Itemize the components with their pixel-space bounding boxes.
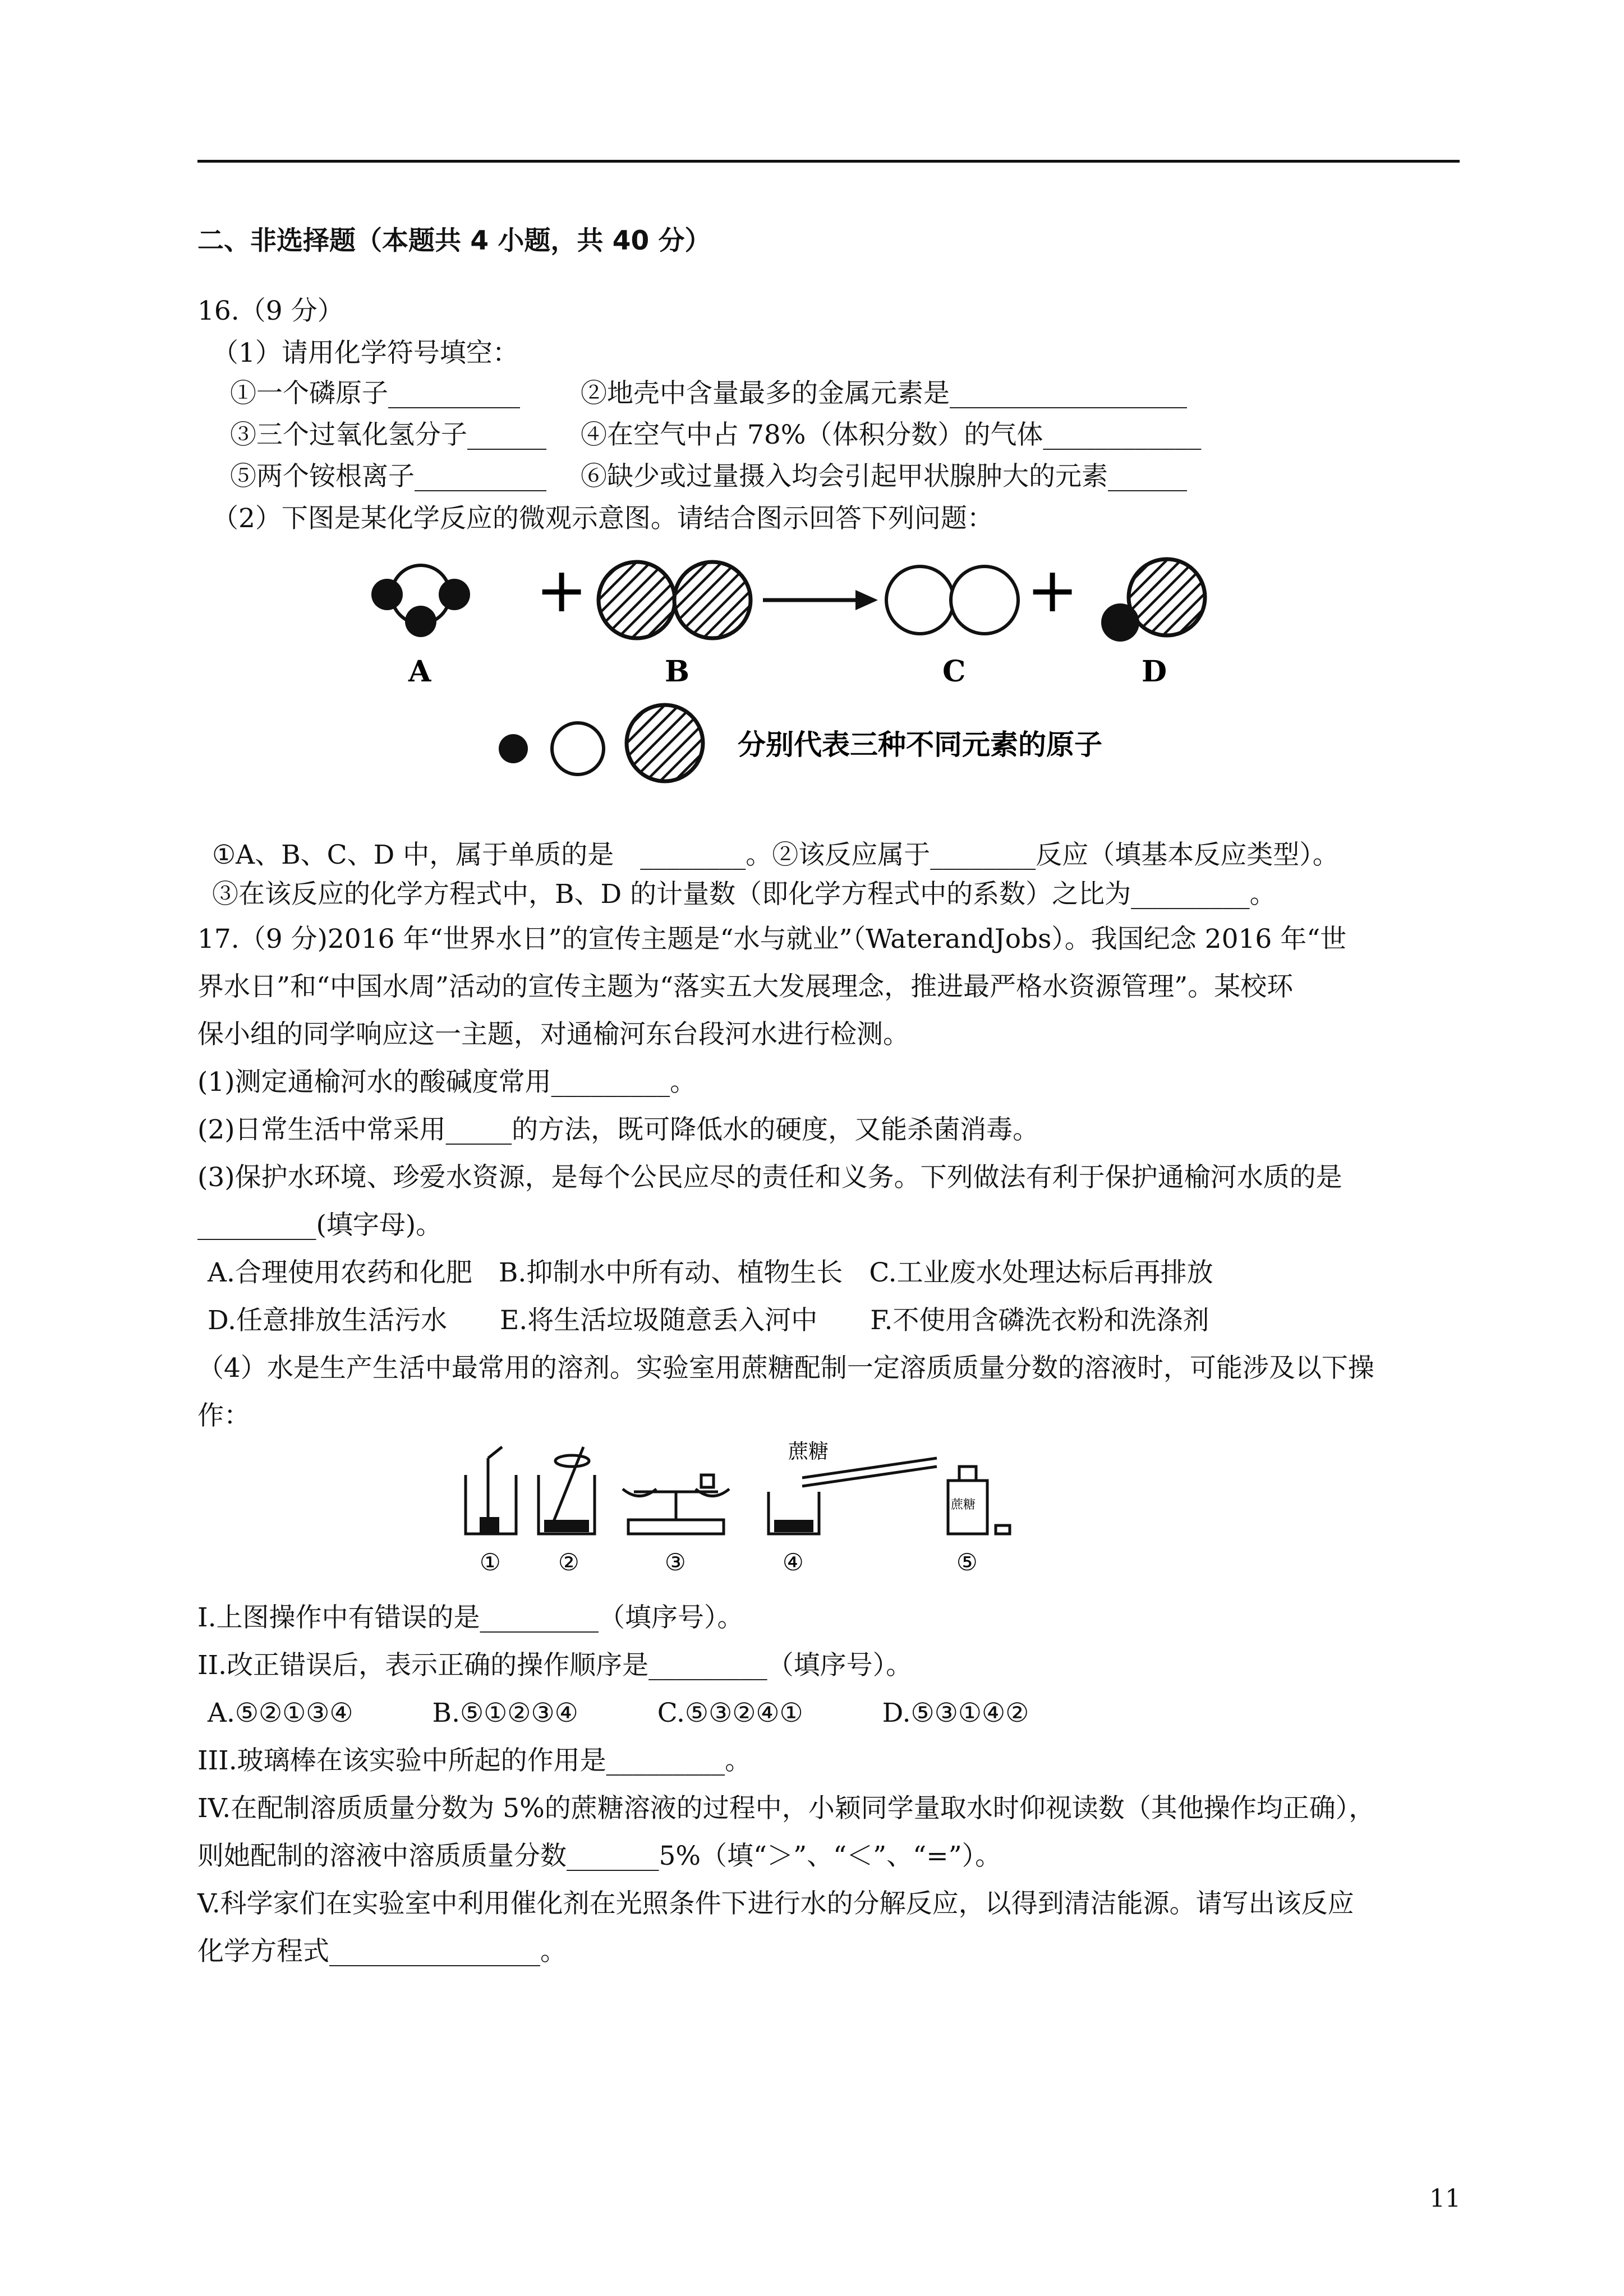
q17-item-i: I.上图操作中有错误的是_________（填序号）。 <box>197 1602 744 1633</box>
q17-part-1: (1)测定通榆河水的酸碱度常用_________。 <box>197 1067 697 1098</box>
reaction-diagram <box>370 555 1223 802</box>
q16-part1-intro: （1）请用化学符号填空： <box>212 338 519 368</box>
header-rule <box>197 160 1460 163</box>
reaction-arrow <box>763 590 878 610</box>
label-c: C <box>942 654 966 689</box>
legend-text: 分别代表三种不同元素的原子 <box>738 729 1102 761</box>
q17-item-ii-options: A.⑤②①③④ B.⑤①②③④ C.⑤③②④① D.⑤③①④② <box>208 1698 1029 1728</box>
section-title: 二、非选择题（本题共 4 小题，共 40 分） <box>197 225 711 256</box>
q17-part-3b: _________(填字母)。 <box>197 1210 443 1241</box>
q16-sub-3: ③在该反应的化学方程式中，B、D 的计量数（即化学方程式中的系数）之比为_________。 <box>212 879 1276 910</box>
q16-sub-1: ①A、B、C、D 中，属于单质的是 ________。②该反应属于________反应（填基本反应类型）。 <box>212 840 1339 870</box>
q17-part-4a: （4）水是生产生活中最常用的溶剂。实验室用蔗糖配制一定溶质质量分数的溶液时，可能涉及以下操 <box>197 1353 1374 1384</box>
q16-blank-3: ③三个过氧化氢分子______ <box>230 419 546 450</box>
step-label-5: ⑤ <box>956 1548 978 1576</box>
legend <box>499 705 1102 781</box>
q17-item-iv-2: 则她配制的溶液中溶质质量分数_______5%（填“＞”、“＜”、“=”）。 <box>197 1841 1002 1871</box>
q17-item-iv-1: IV.在配制溶质质量分数为 5%的蔗糖溶液的过程中，小颖同学量取水时仰视读数（其他操作均正确）， <box>197 1793 1375 1824</box>
bottle-label: 蔗糖 <box>951 1498 976 1512</box>
q16-blank-5: ⑤两个铵根离子__________ <box>230 461 546 492</box>
q17-part-2: (2)日常生活中常采用_____的方法，既可降低水的硬度，又能杀菌消毒。 <box>197 1114 1039 1145</box>
q16-blank-1: ①一个磷原子__________ <box>230 378 520 409</box>
molecule-c <box>886 566 1018 634</box>
q17-options-2: D.任意排放生活污水 E.将生活垃圾随意丢入河中 F.不使用含磷洗衣粉和洗涤剂 <box>208 1305 1209 1336</box>
step-label-4: ④ <box>783 1548 804 1576</box>
plus-sign-2: + <box>1027 555 1079 626</box>
plus-sign-1: + <box>536 555 588 626</box>
page-number: 11 <box>1429 2184 1461 2213</box>
q17-intro-2: 界水日”和“中国水周”活动的宣传主题为“落实五大发展理念，推进最严格水资源管理”。某校环 <box>197 971 1294 1002</box>
q16-blank-6: ⑥缺少或过量摄入均会引起甲状腺肿大的元素______ <box>581 461 1187 492</box>
label-a: A <box>408 654 431 689</box>
q17-item-ii: II.改正错误后，表示正确的操作顺序是_________（填序号）。 <box>197 1650 913 1681</box>
step-label-3: ③ <box>665 1548 686 1576</box>
molecule-d <box>1101 559 1205 642</box>
q17-item-v-2: 化学方程式________________。 <box>197 1936 567 1967</box>
molecule-a <box>371 565 470 637</box>
q17-item-iii: III.玻璃棒在该实验中所起的作用是_________。 <box>197 1745 752 1776</box>
label-b: B <box>665 654 689 689</box>
molecule-b <box>599 562 751 638</box>
q16-blank-2: ②地壳中含量最多的金属元素是__________________ <box>581 378 1187 409</box>
lab-operations-figure <box>454 1436 1027 1582</box>
sugar-label: 蔗糖 <box>788 1440 829 1463</box>
q17-part-3a: (3)保护水环境、珍爱水资源，是每个公民应尽的责任和义务。下列做法有利于保护通榆河水质的是 <box>197 1162 1342 1193</box>
q17-intro-3: 保小组的同学响应这一主题，对通榆河东台段河水进行检测。 <box>197 1019 909 1050</box>
step-label-1: ① <box>480 1548 501 1576</box>
q17-part-4b: 作： <box>197 1400 250 1431</box>
q16-part2-intro: （2）下图是某化学反应的微观示意图。请结合图示回答下列问题： <box>212 503 993 534</box>
q17-item-v-1: V.科学家们在实验室中利用催化剂在光照条件下进行水的分解反应，以得到清洁能源。请写出该反应 <box>197 1888 1354 1919</box>
step-label-2: ② <box>558 1548 579 1576</box>
q17-options-1: A.合理使用农药和化肥 B.抑制水中所有动、植物生长 C.工业废水处理达标后再排放 <box>208 1257 1213 1288</box>
label-d: D <box>1142 654 1167 689</box>
q17-intro-1: 17.（9 分)2016 年“世界水日”的宣传主题是“水与就业”（WaterandJobs）。我国纪念 2016 年“世 <box>197 924 1347 955</box>
step-3-balance <box>623 1475 729 1534</box>
q16-blank-4: ④在空气中占 78%（体积分数）的气体____________ <box>581 419 1202 450</box>
q16-heading: 16.（9 分） <box>197 296 344 326</box>
